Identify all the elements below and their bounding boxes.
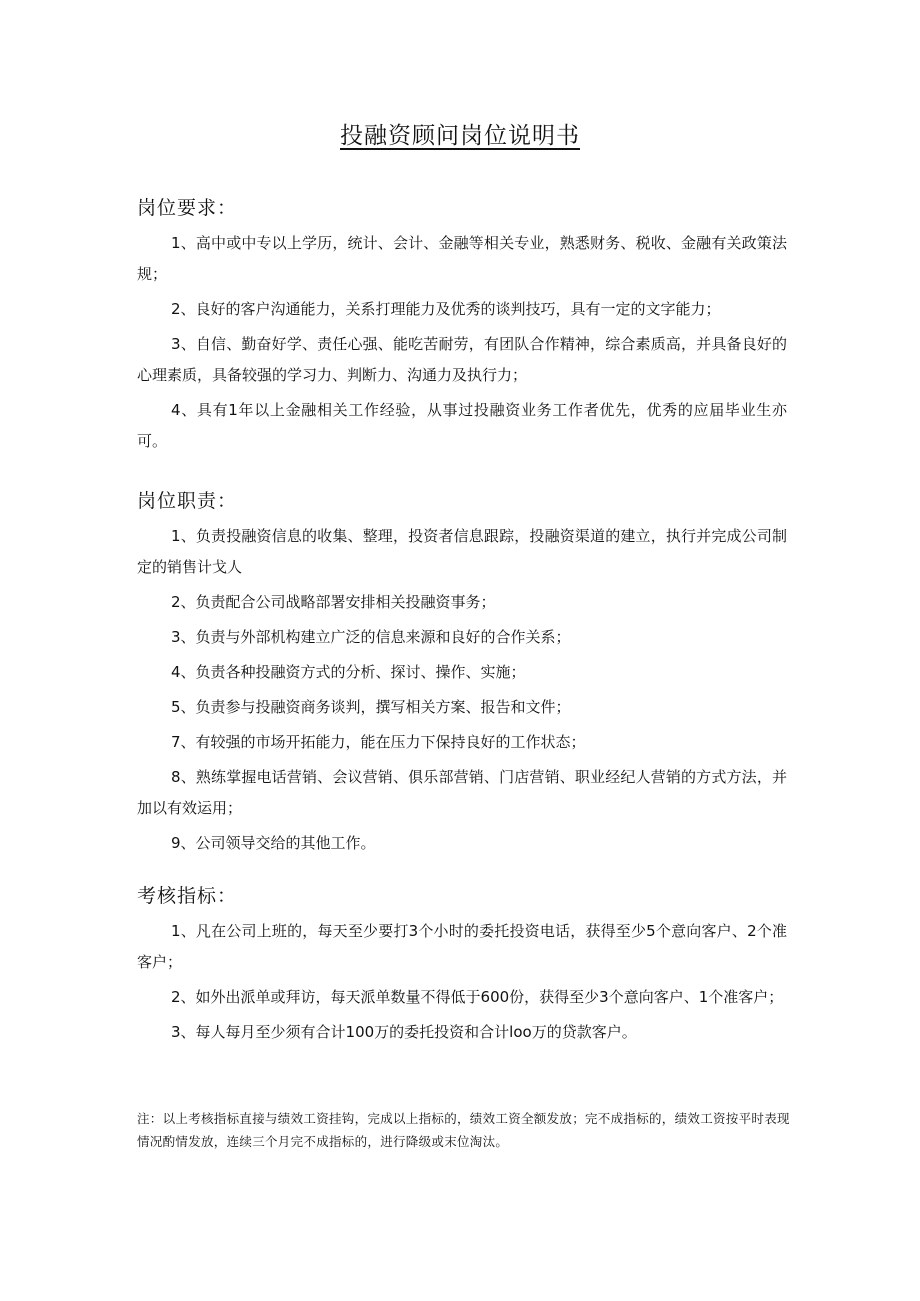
duties-section [137,487,787,863]
duty-item: 1、负责投融资信息的收集、整理，投资者信息跟踪，投融资渠道的建立，执行并完成公司制定的销售计戈人 [137,527,787,576]
assessment-item: 1、凡在公司上班的，每天至少要打3个小时的委托投资电话，获得至少5个意向客户、2个准客户； [137,922,787,971]
duty-item: 9、公司领导交给的其他工作。 [171,834,376,852]
assessment-item: 2、如外出派单或拜访，每天派单数量不得低于600份，获得至少3个意向客户、1个准客户； [171,988,784,1006]
requirements-section [137,194,787,461]
requirements-heading: 岗位要求： [137,197,238,219]
duty-item: 7、有较强的市场开拓能力，能在压力下保持良好的工作状态； [171,733,586,751]
duty-item: 2、负责配合公司战略部署安排相关投融资事务； [171,593,496,611]
footnote: 注：以上考核指标直接与绩效工资挂钩，完成以上指标的，绩效工资全额发放；完不成指标的，绩效工资按平时表现情况酌情发放，连续三个月完不成指标的，进行降级或末位淘汰。 [137,1111,790,1149]
requirement-item: 4、具有1年以上金融相关工作经验，从事过投融资业务工作者优先，优秀的应届毕业生亦可。 [137,401,787,450]
assessment-heading: 考核指标： [137,885,238,907]
assessment-item: 3、每人每月至少须有合计100万的委托投资和合计loo万的贷款客户。 [171,1023,637,1041]
duty-item: 3、负责与外部机构建立广泛的信息来源和良好的合作关系； [171,628,571,646]
requirement-item: 3、自信、勤奋好学、责任心强、能吃苦耐劳，有团队合作精神，综合素质高，并具备良好的心理素质，具备较强的学习力、判断力、沟通力及执行力； [137,335,787,384]
requirement-item: 2、良好的客户沟通能力，关系打理能力及优秀的谈判技巧，具有一定的文字能力； [171,300,721,318]
page-title: 投融资顾问岗位说明书 [340,123,580,149]
assessment-section [137,882,787,1052]
duty-item: 5、负责参与投融资商务谈判，撰写相关方案、报告和文件； [171,698,571,716]
duty-item: 4、负责各种投融资方式的分析、探讨、操作、实施； [171,663,526,681]
duty-item: 8、熟练掌握电话营销、会议营销、俱乐部营销、门店营销、职业经纪人营销的方式方法，并加以有效运用； [137,768,787,817]
requirement-item: 1、高中或中专以上学历，统计、会计、金融等相关专业，熟悉财务、税收、金融有关政策法规； [137,234,787,283]
duties-heading: 岗位职责： [137,490,238,512]
